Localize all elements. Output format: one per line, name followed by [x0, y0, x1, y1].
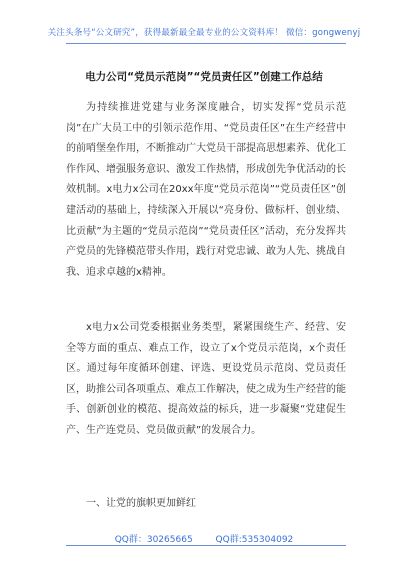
- document-title: 电力公司“党员示范岗”“党员责任区”创建工作总结: [85, 71, 323, 83]
- body-paragraph-2: x电力x公司党委根据业务类型，紧紧围绕生产、经营、安全等方面的重点、难点工作，设立了x个党员示范岗，x个责任区。通过每年度循环创建、评选、更设党员示范岗、党员责任区，助推公司各项重点、难点工作解决，使之成为生产经营的能手、创新创业的模范、提高效益的标兵，进一步凝聚“党建促生产、生产连党员、党员做贡献”的发展合力。: [66, 322, 346, 436]
- body-paragraph-1: 为持续推进党建与业务深度融合，切实发挥“党员示范岗”在广大员工中的引领示范作用、“党员责任区”在生产经营中的前哨堡垒作用，不断推动广大党员干部提高思想素养、优化工作作风、增强服务意识、激发工作热情，形成创先争优活动的长效机制。x电力x公司在20xx年度“党员示范岗”“党员责任区”创建活动的基础上，持续深入开展以“亮身份、做标杆、创业绩、比贡献”为主题的“党员示范岗”“党员责任区”活动，充分发挥共产党员的先锋模范带头作用，践行对党忠诚、敢为人先、挑战自我、追求卓越的x精神。: [66, 102, 346, 278]
- footer-qq-group-1: QQ群：30265665: [114, 535, 193, 545]
- footer-divider: [66, 545, 346, 546]
- header-banner: 关注头条号“公文研究”，获得最新最全最专业的公文资料库！ 微信：gongwenyj: [47, 28, 361, 38]
- header-divider: [66, 43, 346, 44]
- section-heading: 一、让党的旗帜更加鲜红: [86, 498, 196, 509]
- footer-qq-group-2: QQ群:535304092: [215, 535, 294, 545]
- footer-contacts: [0, 532, 408, 545]
